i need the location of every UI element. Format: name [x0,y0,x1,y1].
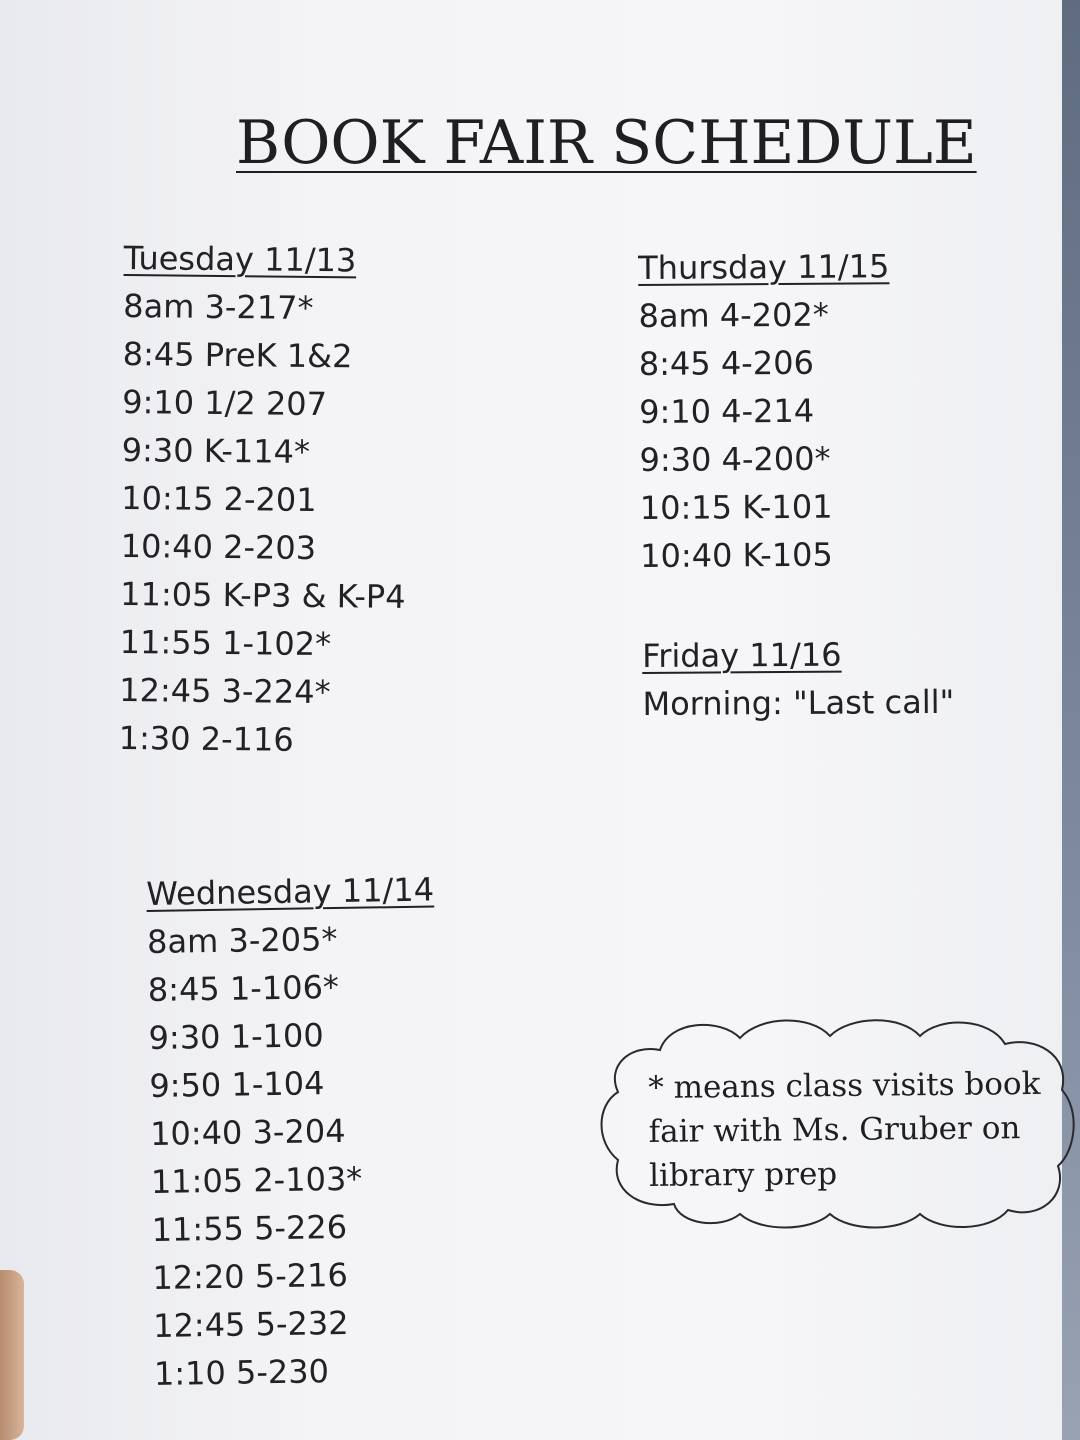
day-friday [642,630,954,728]
schedule-slot: 9:50 1-104 [149,1064,325,1105]
schedule-slot: 12:45 3-224* [119,670,331,712]
page-title: BOOK FAIR SCHEDULE [236,108,977,178]
day-heading-wednesday: Wednesday 11/14 [146,870,435,913]
note-line: * means class visits book [648,1065,1041,1106]
schedule-slot: 8:45 1-106* [147,967,340,1009]
schedule-slot: 8am 4-202* [638,295,829,335]
day-heading-friday: Friday 11/16 [642,635,842,675]
schedule-slot: 9:10 4-214 [639,391,815,431]
schedule-slot: 8am 3-205* [146,920,338,961]
day-heading-tuesday: Tuesday 11/13 [123,238,357,280]
schedule-slot: 8:45 4-206 [638,343,814,383]
schedule-slot: 10:40 3-204 [149,1111,346,1153]
schedule-slot: 1:30 2-116 [118,718,294,759]
cloud-note [648,1062,1069,1198]
schedule-slot: 11:55 1-102* [119,622,332,664]
schedule-slot: 9:30 4-200* [639,439,831,479]
schedule-slot: 8:45 PreK 1&2 [122,334,353,376]
note-line: library prep [648,1156,838,1194]
schedule-slot: 11:05 2-103* [150,1159,363,1201]
schedule-slot: 10:15 K-101 [639,487,833,527]
schedule-slot: 12:20 5-216 [152,1255,349,1297]
schedule-slot: 1:10 5-230 [153,1352,330,1393]
note-line: fair with Ms. Gruber on [648,1110,1021,1150]
holding-thumb [0,1270,24,1440]
schedule-slot: 11:55 5-226 [151,1207,348,1249]
schedule-slot: 12:45 5-232 [152,1303,349,1345]
schedule-slot: Morning: "Last call" [642,682,955,723]
schedule-slot: 9:30 1-100 [148,1016,324,1057]
schedule-slot: 10:40 K-105 [640,535,833,575]
schedule-slot: 9:10 1/2 207 [122,382,328,424]
day-thursday [638,242,892,580]
day-wednesday [146,865,442,1397]
schedule-slot: 9:30 K-114* [121,430,311,471]
day-heading-thursday: Thursday 11/15 [638,247,890,287]
day-tuesday [118,234,409,765]
schedule-slot: 10:15 2-201 [121,478,317,520]
schedule-slot: 10:40 2-203 [120,526,317,568]
schedule-slot: 11:05 K-P3 & K-P4 [120,574,406,616]
schedule-slot: 8am 3-217* [123,286,314,327]
